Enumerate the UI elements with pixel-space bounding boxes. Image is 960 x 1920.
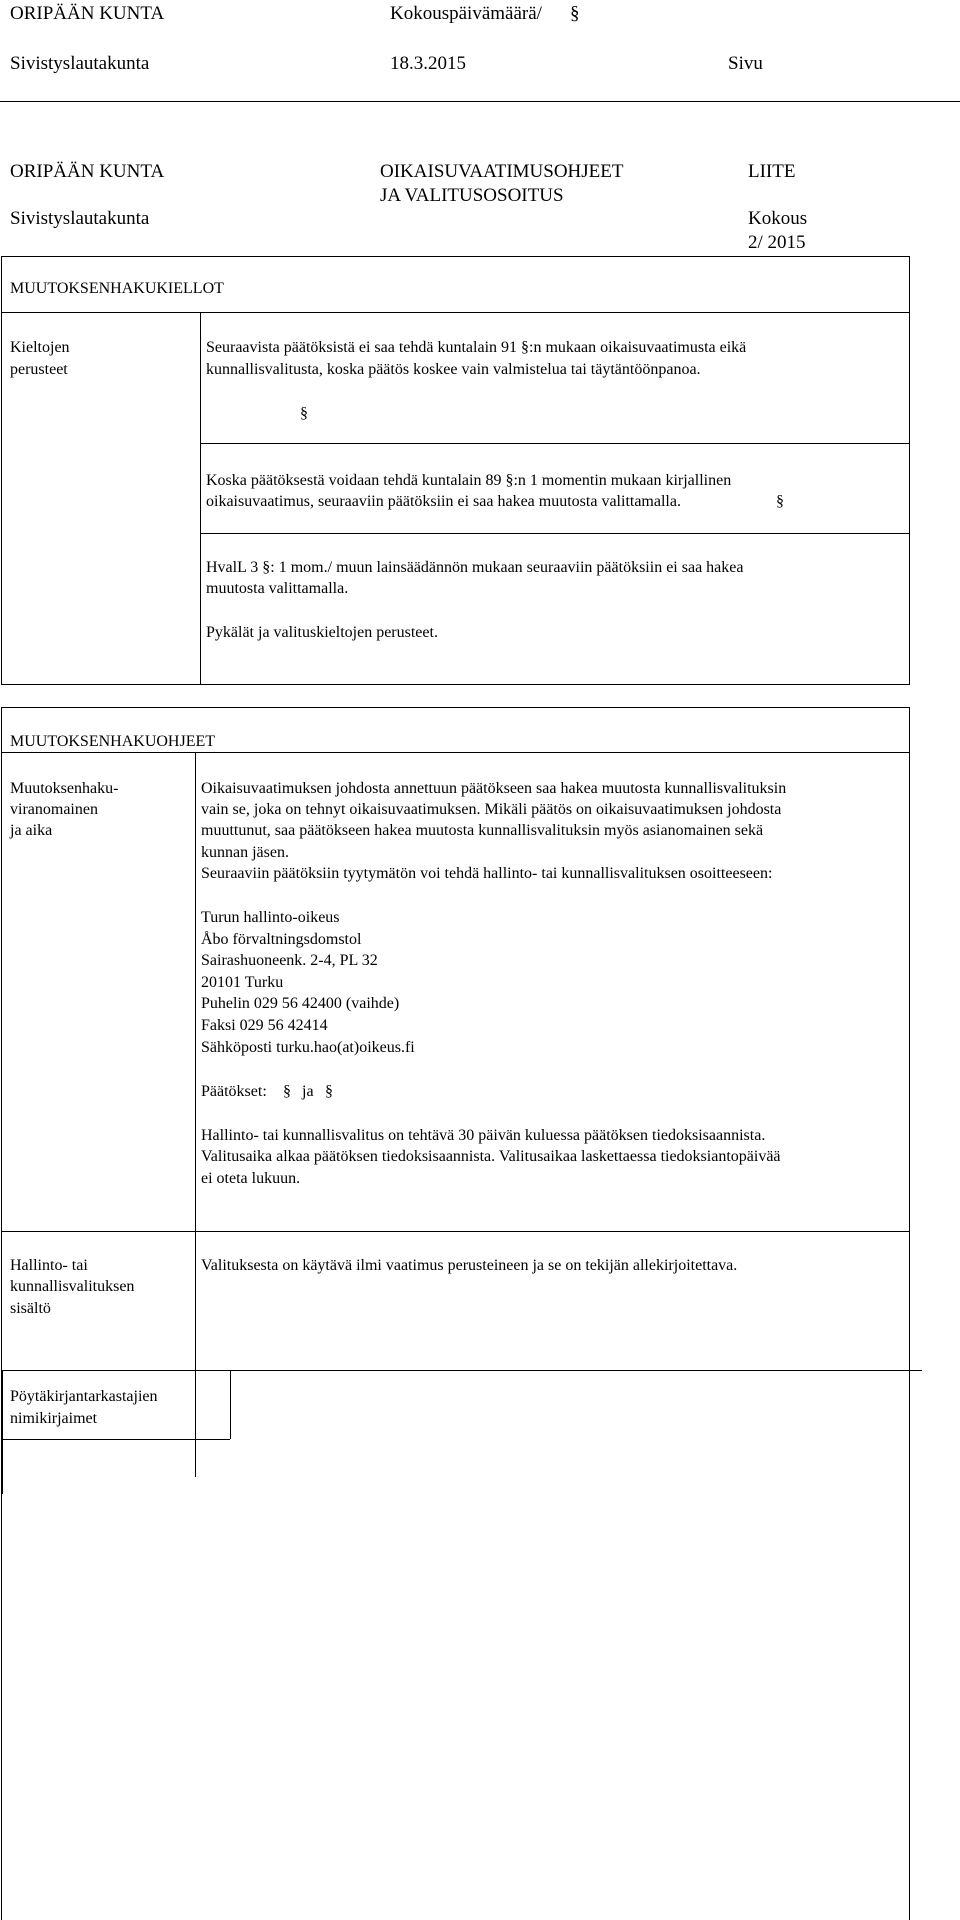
- header-rule: [0, 101, 960, 102]
- instructions-label-line2: viranomainen: [10, 801, 98, 818]
- court-phone: Puhelin 029 56 42400 (vaihde): [201, 995, 400, 1012]
- page-municipality: ORIPÄÄN KUNTA: [10, 3, 165, 24]
- prohibitions-p2-line1: Koska päätöksestä voidaan tehdä kuntalain 89 §:n 1 momentin mukaan kirjallinen: [206, 472, 732, 489]
- prohibitions-p1-line2: kunnallisvalitusta, koska päätös koskee vain valmistelua tai täytäntöönpanoa.: [206, 361, 701, 378]
- appeal-time-line-1: Hallinto- tai kunnallisvalitus on tehtävä 30 päivän kuluessa päätöksen tiedoksisaannista.: [201, 1127, 766, 1144]
- prohibitions-heading-rule: [1, 312, 910, 313]
- decisions-label: Päätökset:: [201, 1083, 267, 1100]
- appendix-title-line2: JA VALITUSOSOITUS: [380, 185, 564, 206]
- prohibitions-heading: MUUTOKSENHAKUKIELLOT: [10, 280, 224, 297]
- prohibitions-p3-line2: muutosta valittamalla.: [206, 580, 349, 597]
- prohibitions-row-rule-2: [200, 533, 910, 534]
- appendix-board: Sivistyslautakunta: [10, 208, 150, 229]
- footer-left-border: [2, 1370, 3, 1494]
- decisions-separator: ja: [302, 1083, 314, 1100]
- prohibitions-column-divider: [200, 312, 201, 685]
- meeting-label: Kokous: [748, 208, 808, 229]
- footer-column-divider: [230, 1370, 231, 1439]
- appeal-time-line-2: Valitusaika alkaa päätöksen tiedoksisaannista. Valitusaikaa laskettaessa tiedoksiantopäivää: [201, 1148, 781, 1165]
- court-address-line-2: Åbo förvaltningsdomstol: [201, 931, 362, 948]
- instructions-heading: MUUTOKSENHAKUOHJEET: [10, 733, 216, 750]
- court-address-line-4: 20101 Turku: [201, 974, 284, 991]
- appeal-content-label-line2: kunnallisvalituksen: [10, 1278, 135, 1295]
- footer-rule-top: [2, 1370, 922, 1371]
- appeal-content-label-line1: Hallinto- tai: [10, 1257, 88, 1274]
- court-address-line-1: Turun hallinto-oikeus: [201, 909, 340, 926]
- appendix-municipality: ORIPÄÄN KUNTA: [10, 161, 165, 182]
- appendix-label: LIITE: [748, 161, 796, 182]
- inspectors-label-line1: Pöytäkirjantarkastajien: [10, 1388, 158, 1405]
- instructions-column-divider: [195, 752, 196, 1477]
- instructions-label-line1: Muutoksenhaku-: [10, 780, 119, 797]
- court-email: Sähköposti turku.hao(at)oikeus.fi: [201, 1039, 415, 1056]
- prohibitions-row-rule-1: [200, 443, 910, 444]
- meeting-number: 2/ 2015: [748, 232, 806, 253]
- prohibitions-p2-line2: oikaisuvaatimus, seuraaviin päätöksiin ei saa hakea muutosta valittamalla.: [206, 493, 681, 510]
- prohibitions-p1-line1: Seuraavista päätöksistä ei saa tehdä kuntalain 91 §:n mukaan oikaisuvaatimusta eikä: [206, 339, 747, 356]
- prohibitions-p1-sections: §: [300, 405, 308, 422]
- prohibitions-p2-sections: §: [776, 493, 784, 510]
- instructions-line-4: kunnan jäsen.: [201, 844, 289, 861]
- decisions-section-mark-1: §: [283, 1083, 291, 1100]
- instructions-line-2: vain se, joka on tehnyt oikaisuvaatimuksen. Mikäli päätös on oikaisuvaatimuksen johdosta: [201, 801, 782, 818]
- header-section-mark: §: [570, 3, 580, 24]
- inspectors-label-line2: nimikirjaimet: [10, 1410, 98, 1427]
- prohibitions-label-line2: perusteet: [10, 361, 68, 378]
- prohibitions-p4: Pykälät ja valituskieltojen perusteet.: [206, 624, 438, 641]
- instructions-section: [1, 707, 910, 1920]
- instructions-line-5: Seuraaviin päätöksiin tyytymätön voi tehdä hallinto- tai kunnallisvalituksen osoitteeseen:: [201, 865, 773, 882]
- court-fax: Faksi 029 56 42414: [201, 1017, 328, 1034]
- appeal-content-label-line3: sisältö: [10, 1300, 51, 1317]
- meeting-date-label: Kokouspäivämäärä/: [390, 3, 542, 24]
- page-label: Sivu: [728, 53, 763, 74]
- decisions-section-mark-2: §: [325, 1083, 333, 1100]
- appeal-content-text: Valituksesta on käytävä ilmi vaatimus perusteineen ja se on tekijän allekirjoitettava.: [201, 1257, 738, 1274]
- court-address-line-3: Sairashuoneenk. 2-4, PL 32: [201, 952, 378, 969]
- instructions-line-3: muuttunut, saa päätökseen hakea muutosta kunnallisvalituksin myös asianomainen sekä: [201, 822, 764, 839]
- page-date: 18.3.2015: [390, 53, 466, 74]
- prohibitions-p3-line1: HvalL 3 §: 1 mom./ muun lainsäädännön mukaan seuraaviin päätöksiin ei saa hakea: [206, 559, 744, 576]
- appeal-time-line-3: ei oteta lukuun.: [201, 1170, 301, 1187]
- instructions-line-1: Oikaisuvaatimuksen johdosta annettuun päätökseen saa hakea muutosta kunnallisvalituksin: [201, 780, 787, 797]
- prohibitions-label-line1: Kieltojen: [10, 339, 70, 356]
- appendix-title-line1: OIKAISUVAATIMUSOHJEET: [380, 161, 624, 182]
- footer-rule-bottom: [2, 1439, 230, 1440]
- instructions-label-line3: ja aika: [10, 822, 53, 839]
- page-board: Sivistyslautakunta: [10, 53, 150, 74]
- instructions-row-rule: [1, 1231, 910, 1232]
